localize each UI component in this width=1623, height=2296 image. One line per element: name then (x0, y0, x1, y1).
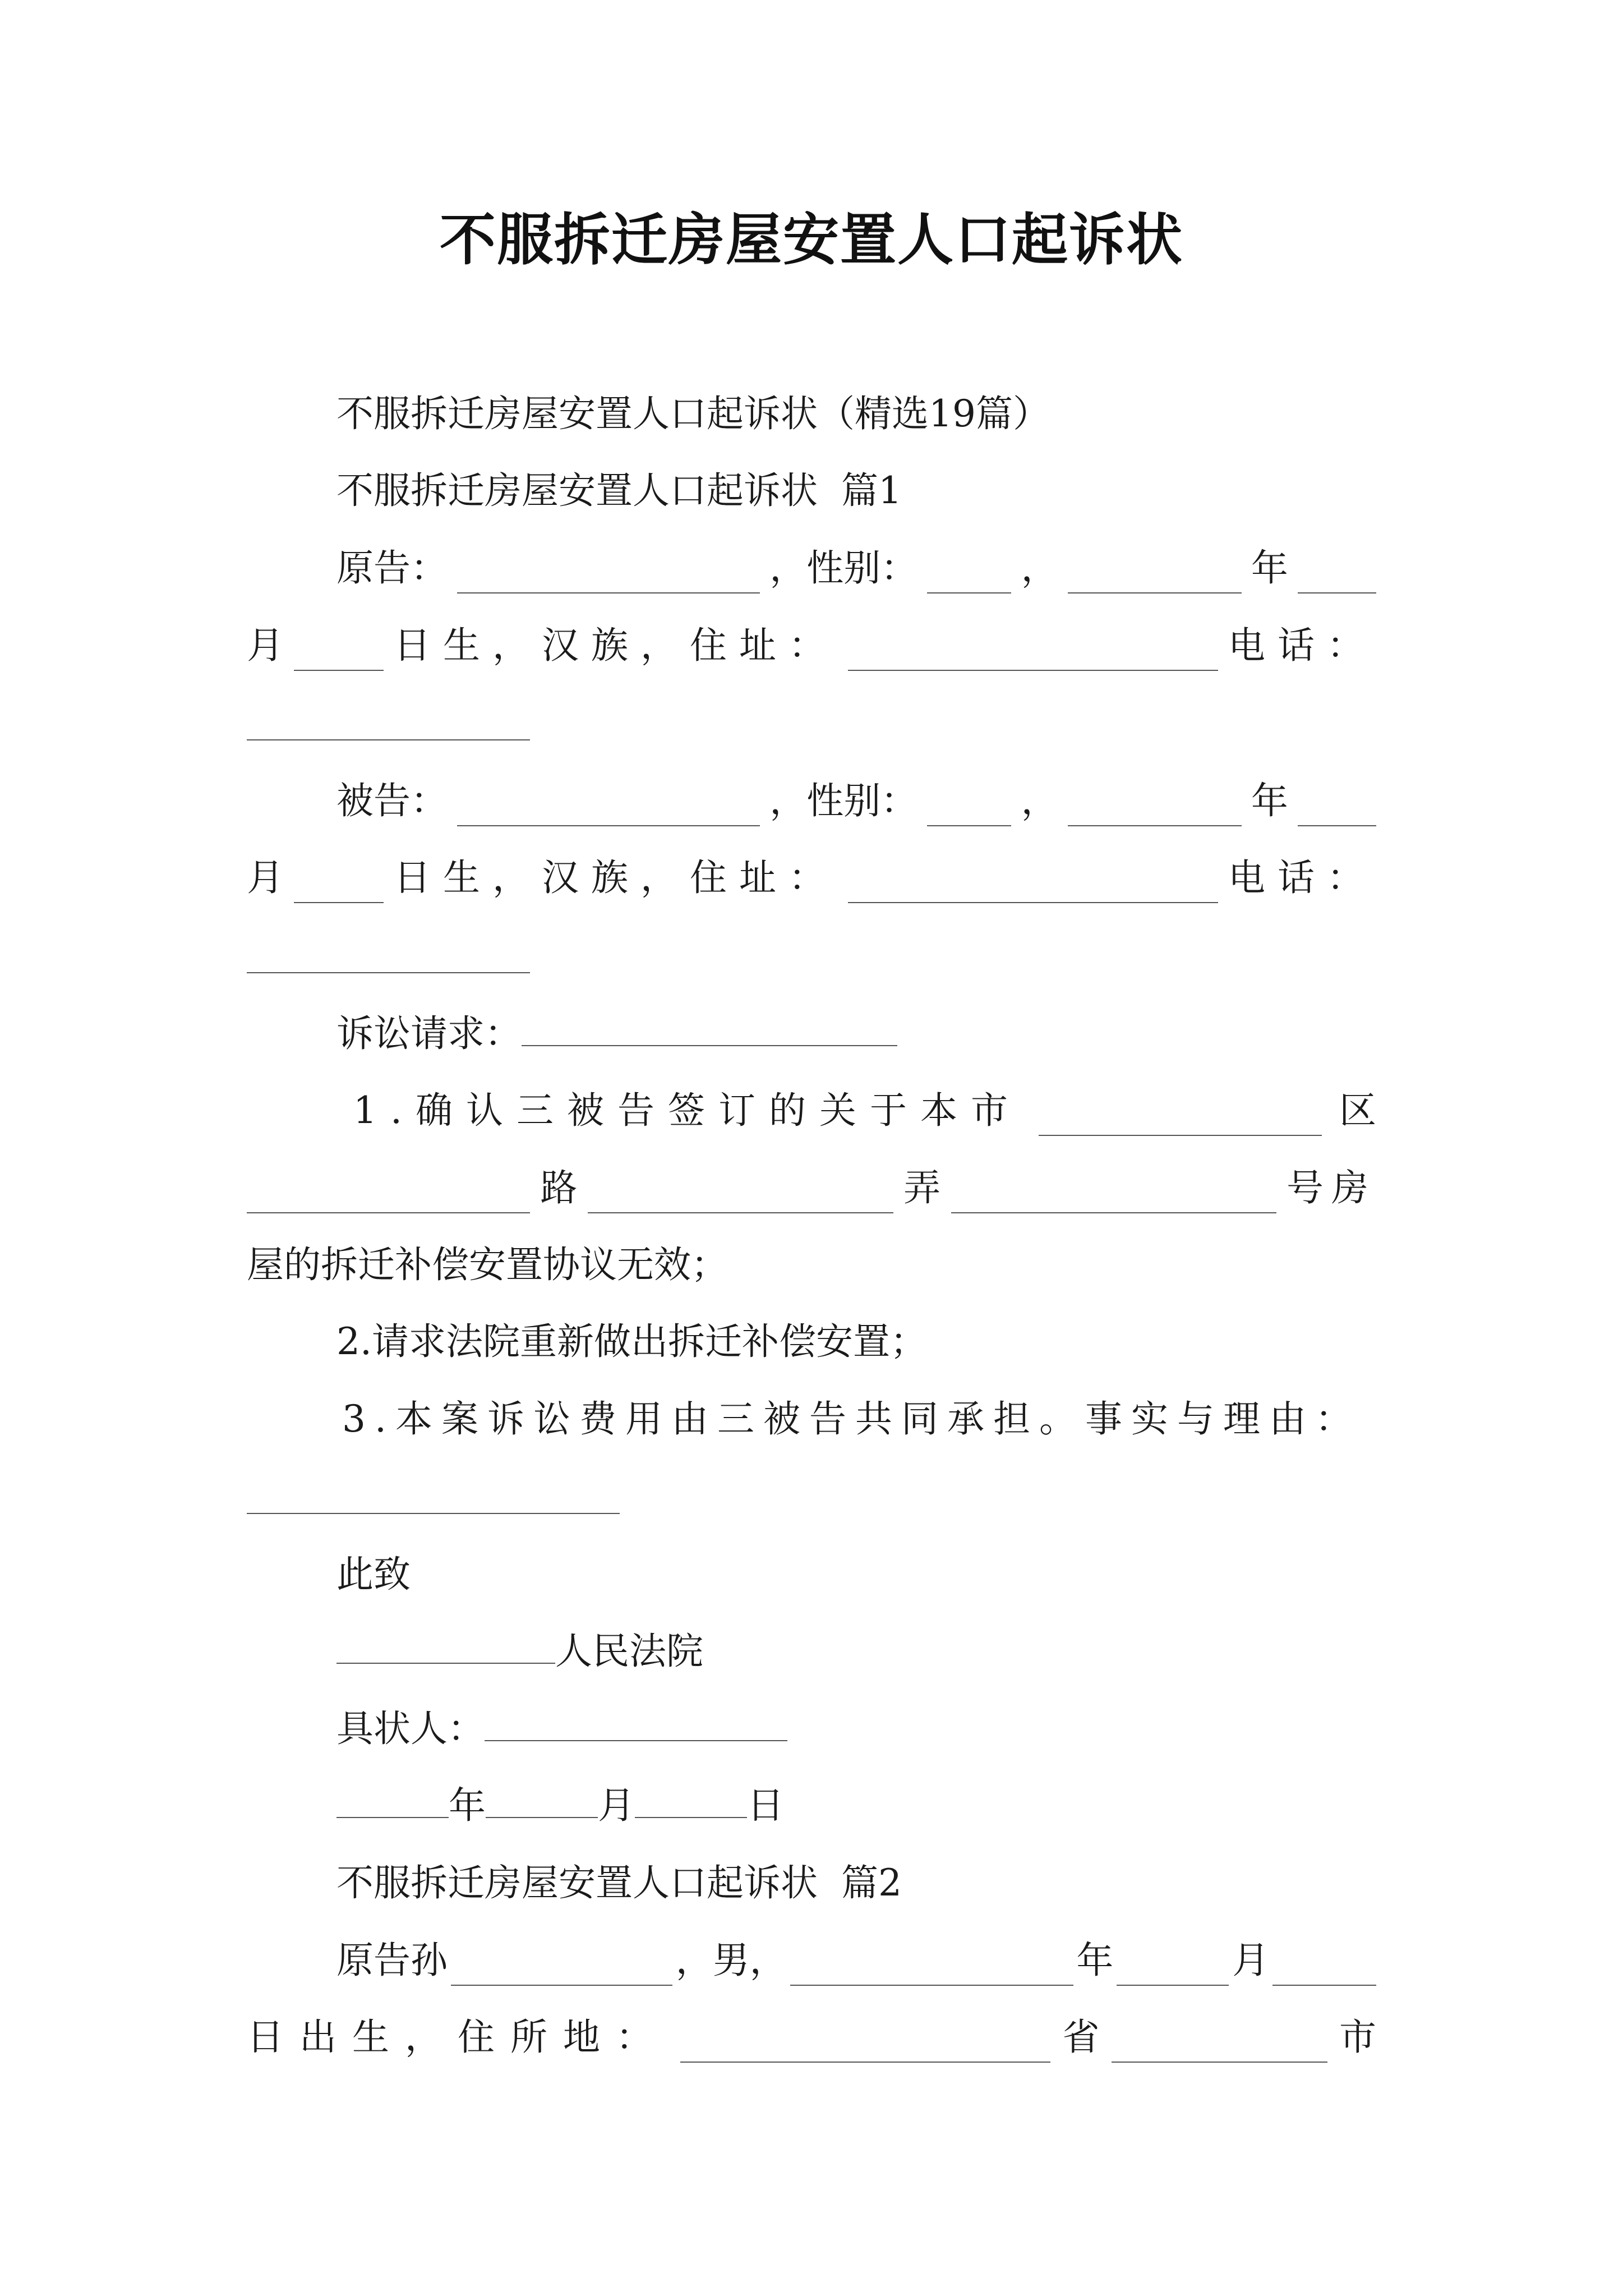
claim1-district-blank (1039, 1102, 1322, 1136)
piece2-province-label: 省 (1062, 2016, 1100, 2059)
plaintiff-year-label: 年 (1251, 546, 1288, 590)
plaintiff-gender-blank (927, 560, 1011, 593)
claims-label: 诉讼请求： (336, 1012, 522, 1055)
plaintiff-month-label: 月 (247, 624, 284, 667)
defendant-label: 被告： (336, 779, 448, 822)
claim1-line-1 (247, 1085, 1376, 1136)
piece2-month-label: 月 (1232, 1939, 1270, 1982)
defendant-phone-label: 电话： (1228, 856, 1376, 899)
subtitle: 不服拆迁房屋安置人口起诉状（精选19篇） (336, 392, 1050, 435)
court-label: 人民法院 (555, 1630, 703, 1673)
plaintiff-year-blank (1068, 560, 1242, 593)
defendant-year-label: 年 (1251, 779, 1288, 822)
claim1-road-blank (588, 1180, 893, 1213)
claim2-line: 2.请求法院重新做出拆迁补偿安置； (336, 1320, 927, 1363)
closing-line: 此致 (336, 1553, 411, 1596)
defendant-month-blank (1298, 793, 1376, 826)
signer-label: 具状人： (336, 1707, 485, 1750)
plaintiff-phone-blank (247, 739, 530, 740)
date-month-label: 月 (598, 1784, 635, 1827)
piece2-city-blank (1112, 2029, 1327, 2063)
plaintiff-born-label: 日生，汉族，住址： (394, 624, 838, 667)
claim1-line-2 (247, 1163, 1376, 1213)
defendant-phone-blank (247, 972, 530, 973)
piece2-day-blank (1272, 1952, 1376, 1986)
piece2-year-blank (790, 1952, 1073, 1986)
claim1-lane-blank (951, 1180, 1276, 1213)
piece2-heading: 不服拆迁房屋安置人口起诉状 篇2 (336, 1861, 902, 1904)
defendant-gender-blank (927, 793, 1011, 826)
claim1-house-label: 号房 (1286, 1166, 1376, 1209)
claim1-area-blank (247, 1180, 530, 1213)
defendant-month-label: 月 (247, 856, 284, 899)
defendant-line-1 (247, 776, 1376, 826)
defendant-gender-label: ，性别： (769, 779, 918, 822)
claim1-district-label: 区 (1339, 1089, 1376, 1132)
facts-blank (247, 1513, 620, 1514)
date-year-label: 年 (449, 1784, 486, 1827)
plaintiff-address-blank (848, 637, 1218, 671)
claim1-prefix: 1.确认三被告签订的关于本市 (353, 1089, 1021, 1132)
claim1-lane-label: 弄 (903, 1166, 941, 1209)
piece2-line-1 (247, 1935, 1376, 1986)
plaintiff-comma: ， (1021, 546, 1058, 590)
piece2-line-2 (247, 2012, 1376, 2063)
claim1-line-3: 屋的拆迁补偿安置协议无效； (247, 1243, 728, 1286)
plaintiff-phone-label: 电话： (1228, 624, 1376, 667)
plaintiff-label: 原告： (336, 546, 448, 590)
date-day-blank (635, 1784, 747, 1818)
document-title: 不服拆迁房屋安置人口起诉状 (440, 206, 1183, 273)
claim1-road-label: 路 (540, 1166, 578, 1209)
plaintiff-name-blank (457, 560, 760, 593)
defendant-name-blank (457, 793, 760, 826)
plaintiff-month-blank (1298, 560, 1376, 593)
defendant-year-blank (1068, 793, 1242, 826)
claim3-line: 3.本案诉讼费用由三被告共同承担。事实与理由： (342, 1397, 1361, 1441)
piece2-name-blank (451, 1952, 672, 1986)
plaintiff-line-1 (247, 543, 1376, 593)
piece2-year-label: 年 (1076, 1939, 1114, 1982)
piece2-male-label: ，男， (675, 1939, 787, 1982)
piece1-heading: 不服拆迁房屋安置人口起诉状 篇1 (336, 469, 902, 512)
date-line (247, 1780, 1376, 1831)
plaintiff-gender-label: ，性别： (769, 546, 918, 590)
defendant-comma: ， (1021, 779, 1058, 822)
piece2-city-label: 市 (1339, 2016, 1376, 2059)
date-year-blank (336, 1784, 449, 1818)
defendant-born-label: 日生，汉族，住址： (394, 856, 838, 899)
piece2-month-blank (1117, 1952, 1229, 1986)
date-month-blank (486, 1784, 598, 1818)
piece2-province-blank (680, 2029, 1050, 2063)
defendant-address-blank (848, 869, 1218, 903)
plaintiff-day-blank (294, 637, 384, 671)
plaintiff-line-2 (247, 620, 1376, 671)
claims-line (247, 1009, 1376, 1059)
claims-blank (522, 1013, 897, 1046)
date-day-label: 日 (747, 1784, 784, 1827)
piece2-prefix: 原告孙 (336, 1939, 448, 1982)
signer-line (247, 1704, 1376, 1754)
signer-blank (485, 1708, 787, 1741)
court-name-blank (336, 1630, 555, 1664)
defendant-day-blank (294, 869, 384, 903)
court-line (247, 1626, 1376, 1677)
piece2-address-label: 日出生，住所地： (247, 2016, 668, 2059)
defendant-line-2 (247, 853, 1376, 903)
